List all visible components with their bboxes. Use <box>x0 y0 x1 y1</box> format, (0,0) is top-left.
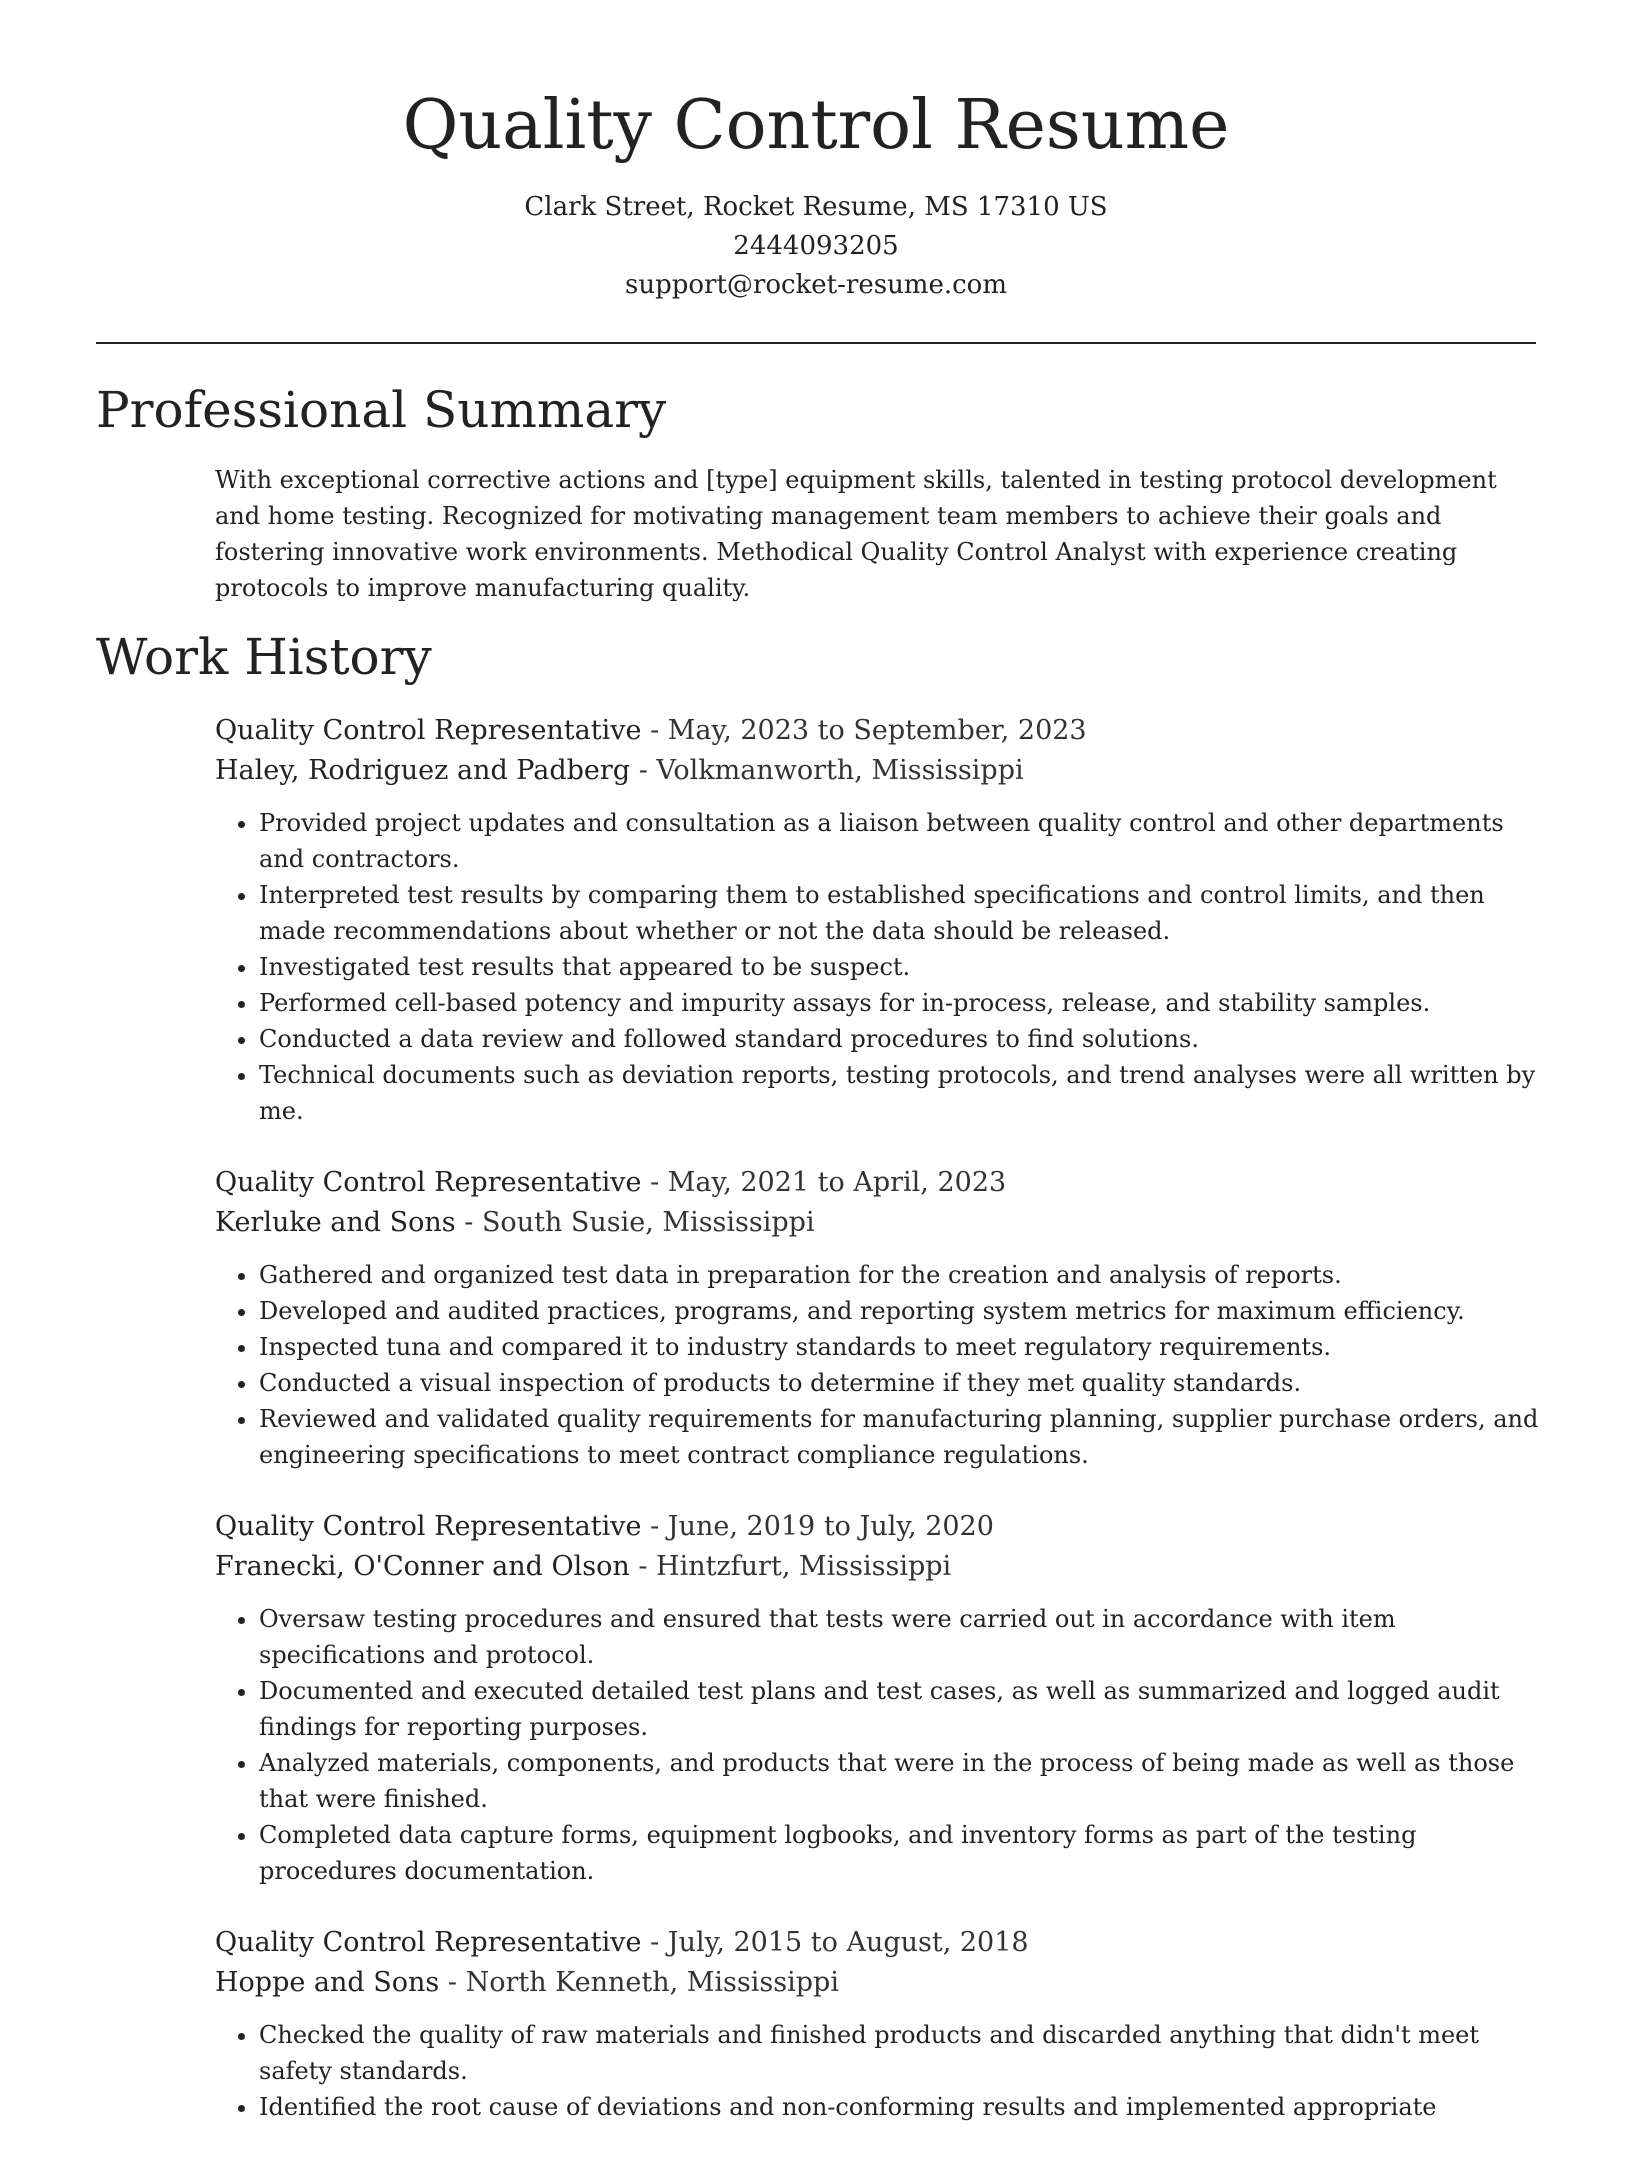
job-bullet: • Provided project updates and consultation as a liaison between quality control and other departments and contractors. <box>259 805 1540 877</box>
job-dates: May, 2023 to September, 2023 <box>667 715 1087 746</box>
job-location: North Kenneth, Mississippi <box>465 1967 839 1998</box>
job-dates: June, 2019 to July, 2020 <box>667 1511 994 1542</box>
job-entry <box>215 1923 1540 2125</box>
contact-email: support@rocket-resume.com <box>624 270 1007 300</box>
job-location: South Susie, Mississippi <box>481 1207 815 1238</box>
job-location: Hintzfurt, Mississippi <box>656 1551 952 1582</box>
contact-phone: 2444093205 <box>733 231 899 261</box>
job-bullet: • Analyzed materials, components, and products that were in the process of being made as well as those that were finished. <box>259 1745 1540 1817</box>
job-bullet: • Gathered and organized test data in preparation for the creation and analysis of reports. <box>259 1257 1540 1293</box>
job-role-line: Quality Control Representative - June, 2019 to July, 2020 <box>215 1511 994 1542</box>
job-role: Quality Control Representative <box>215 1167 642 1198</box>
job-company: Haley, Rodriguez and Padberg <box>215 755 631 786</box>
work-history-list <box>215 711 1540 2159</box>
job-bullet: • Completed data capture forms, equipment logbooks, and inventory forms as part of the testing procedures documentation. <box>259 1817 1540 1889</box>
job-bullet: • Reviewed and validated quality requirements for manufacturing planning, supplier purchase orders, and engineering specifications to meet contract compliance regulations. <box>259 1401 1540 1473</box>
job-entry <box>215 711 1540 1129</box>
job-company: Hoppe and Sons <box>215 1967 440 1998</box>
job-company-line: Kerluke and Sons - South Susie, Mississippi <box>215 1207 815 1238</box>
job-location: Volkmanworth, Mississippi <box>656 755 1024 786</box>
job-bullet: • Conducted a visual inspection of products to determine if they met quality standards. <box>259 1365 1540 1401</box>
job-bullet: • Investigated test results that appeared to be suspect. <box>259 949 1540 985</box>
job-bullets <box>215 1257 1540 1473</box>
resume-title: Quality Control Resume <box>402 86 1230 165</box>
job-role-line: Quality Control Representative - May, 2021 to April, 2023 <box>215 1167 1007 1198</box>
job-bullet: • Conducted a data review and followed standard procedures to find solutions. <box>259 1021 1540 1057</box>
job-bullet: • Checked the quality of raw materials and finished products and discarded anything that didn't meet safety standards. <box>259 2017 1540 2089</box>
job-bullet: • Documented and executed detailed test plans and test cases, as well as summarized and logged audit findings for reporting purposes. <box>259 1673 1540 1745</box>
job-company: Kerluke and Sons <box>215 1207 456 1238</box>
job-role-line: Quality Control Representative - May, 2023 to September, 2023 <box>215 715 1087 746</box>
job-dates: July, 2015 to August, 2018 <box>667 1927 1029 1958</box>
job-bullets <box>215 1601 1540 1889</box>
job-role: Quality Control Representative <box>215 1927 642 1958</box>
job-bullet: • Interpreted test results by comparing them to established specifications and control limits, and then made recommendations about whether or not the data should be released. <box>259 877 1540 949</box>
job-role: Quality Control Representative <box>215 715 642 746</box>
job-entry <box>215 1507 1540 1889</box>
job-role: Quality Control Representative <box>215 1511 642 1542</box>
job-bullet: • Performed cell-based potency and impurity assays for in-process, release, and stability samples. <box>259 985 1540 1021</box>
job-entry <box>215 1163 1540 1473</box>
job-company-line: Franecki, O'Conner and Olson - Hintzfurt, Mississippi <box>215 1551 952 1582</box>
summary-heading: Professional Summary <box>96 381 667 439</box>
contact-block <box>0 188 1632 305</box>
job-bullet: • Inspected tuna and compared it to industry standards to meet regulatory requirements. <box>259 1329 1540 1365</box>
job-role-line: Quality Control Representative - July, 2015 to August, 2018 <box>215 1927 1029 1958</box>
job-bullet: • Technical documents such as deviation reports, testing protocols, and trend analyses were all written by me. <box>259 1057 1540 1129</box>
job-bullet: • Identified the root cause of deviations and non-conforming results and implemented appropriate <box>259 2089 1540 2125</box>
job-bullets <box>215 805 1540 1129</box>
job-bullets <box>215 2017 1540 2125</box>
summary-text: With exceptional corrective actions and [type] equipment skills, talented in testing protocol development and home testing. Recognized for motivating management team members to achieve their goals and fostering innovative work environments. Methodical Quality Control Analyst with experience creating protocols to improve manufacturing quality. <box>215 466 1497 602</box>
job-company-line: Haley, Rodriguez and Padberg - Volkmanworth, Mississippi <box>215 755 1024 786</box>
job-dates: May, 2021 to April, 2023 <box>667 1167 1007 1198</box>
contact-address: Clark Street, Rocket Resume, MS 17310 US <box>524 192 1108 222</box>
work-history-heading: Work History <box>96 628 432 686</box>
job-company-line: Hoppe and Sons - North Kenneth, Mississippi <box>215 1967 839 1998</box>
job-bullet: • Developed and audited practices, programs, and reporting system metrics for maximum efficiency. <box>259 1293 1540 1329</box>
job-company: Franecki, O'Conner and Olson <box>215 1551 630 1582</box>
header-divider <box>96 342 1536 344</box>
job-bullet: • Oversaw testing procedures and ensured that tests were carried out in accordance with item specifications and protocol. <box>259 1601 1540 1673</box>
